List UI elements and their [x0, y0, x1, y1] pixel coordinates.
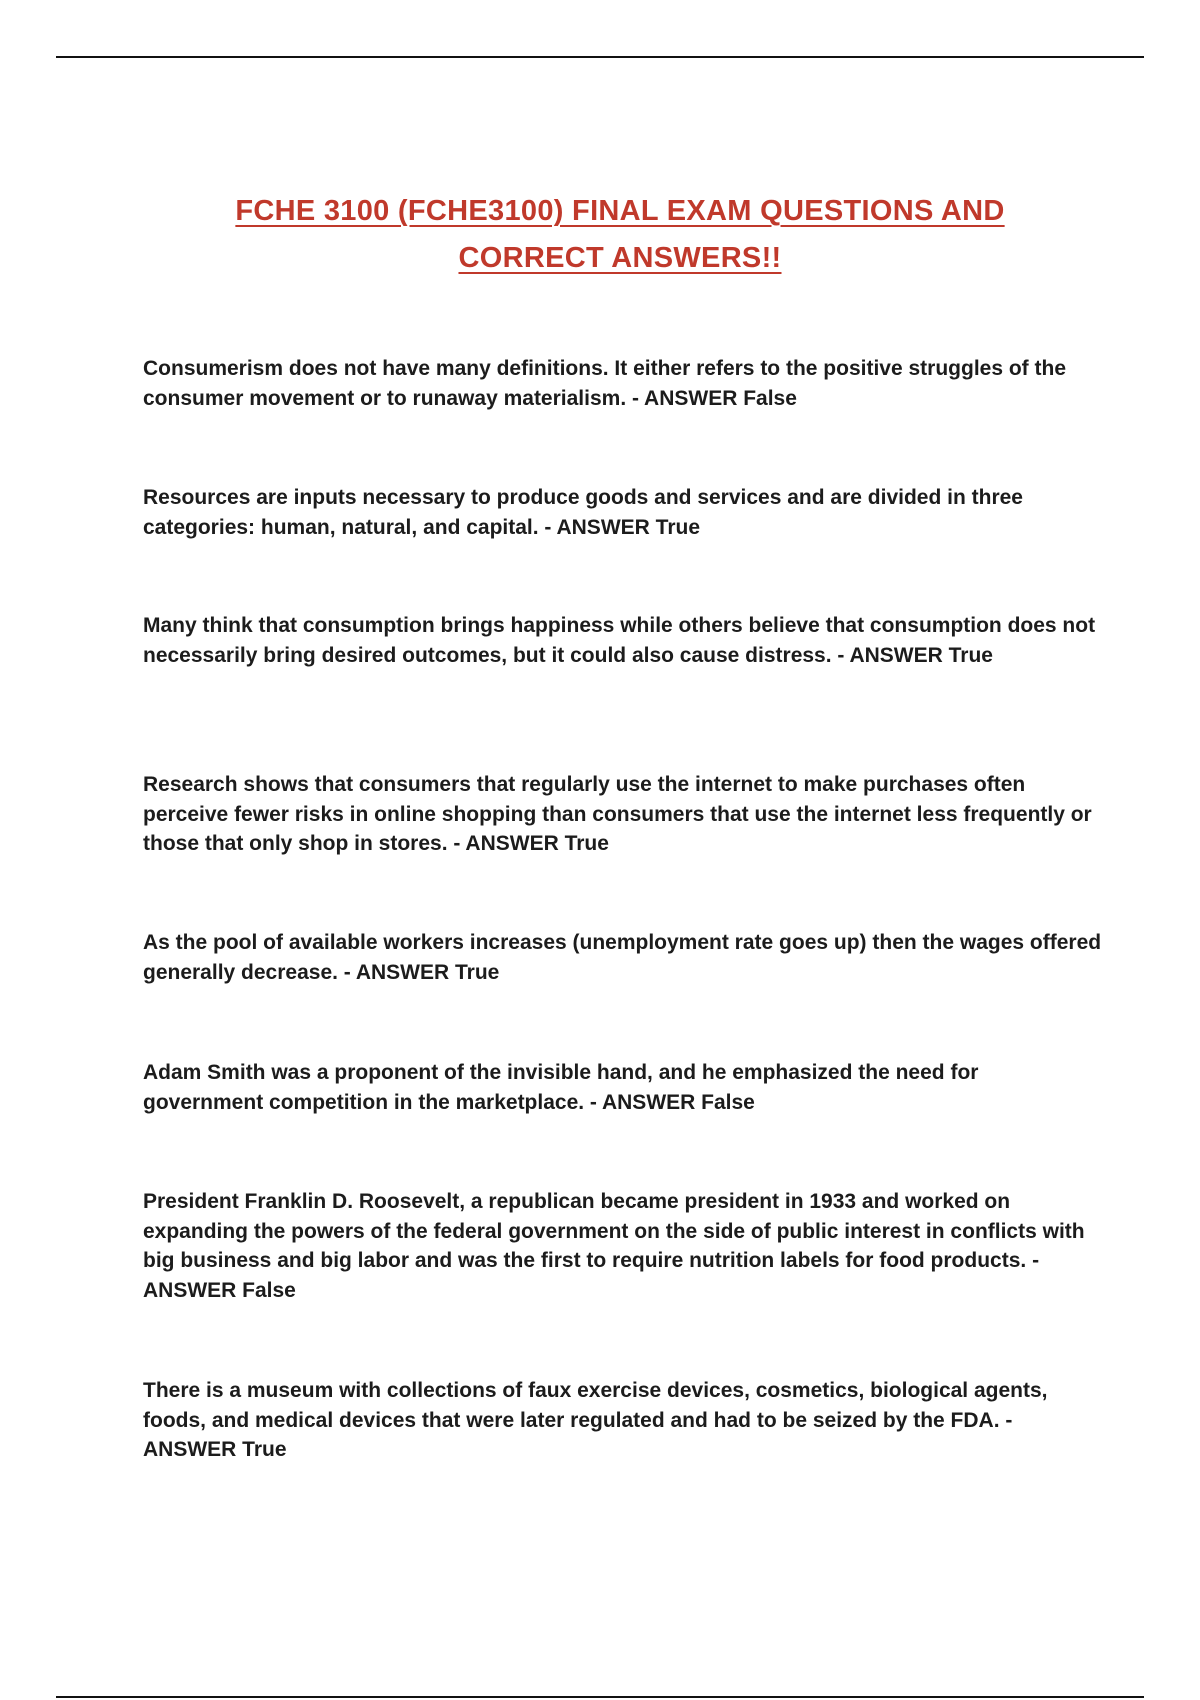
title-line-1: FCHE 3100 (FCHE3100) FINAL EXAM QUESTIONS AND [235, 195, 1005, 227]
question-item-8: There is a museum with collections of faux exercise devices, cosmetics, biological agents, foods, and medical devices that were later regulated and had to be seized by the FDA. - ANSWER True [143, 1379, 1048, 1461]
question-item-3: Many think that consumption brings happiness while others believe that consumption does not necessarily bring desired outcomes, but it could also cause distress. - ANSWER True [143, 614, 1096, 667]
question-item-4: Research shows that consumers that regularly use the internet to make purchases often perceive fewer risks in online shopping than consumers that use the internet less frequently or those that only shop in stores. - ANSWER True [143, 773, 1092, 855]
question-item-6: Adam Smith was a proponent of the invisible hand, and he emphasized the need for government competition in the marketplace. - ANSWER False [143, 1061, 979, 1114]
top-rule [56, 56, 1144, 58]
question-item-2: Resources are inputs necessary to produce goods and services and are divided in three categories: human, natural, and capital. - ANSWER True [143, 486, 1023, 539]
bottom-rule [56, 1696, 1144, 1698]
document-title [150, 188, 1090, 282]
question-item-5: As the pool of available workers increases (unemployment rate goes up) then the wages offered generally decrease. - ANSWER True [143, 931, 1102, 984]
question-item-1: Consumerism does not have many definitions. It either refers to the positive struggles of the consumer movement or to runaway materialism. - ANSWER False [143, 357, 1067, 410]
question-item-7: President Franklin D. Roosevelt, a republican became president in 1933 and worked on expanding the powers of the federal government on the side of public interest in conflicts with big business and big labor and was the first to require nutrition labels for food products. - ANSWER False [143, 1190, 1085, 1302]
title-line-2: CORRECT ANSWERS!! [458, 242, 782, 274]
